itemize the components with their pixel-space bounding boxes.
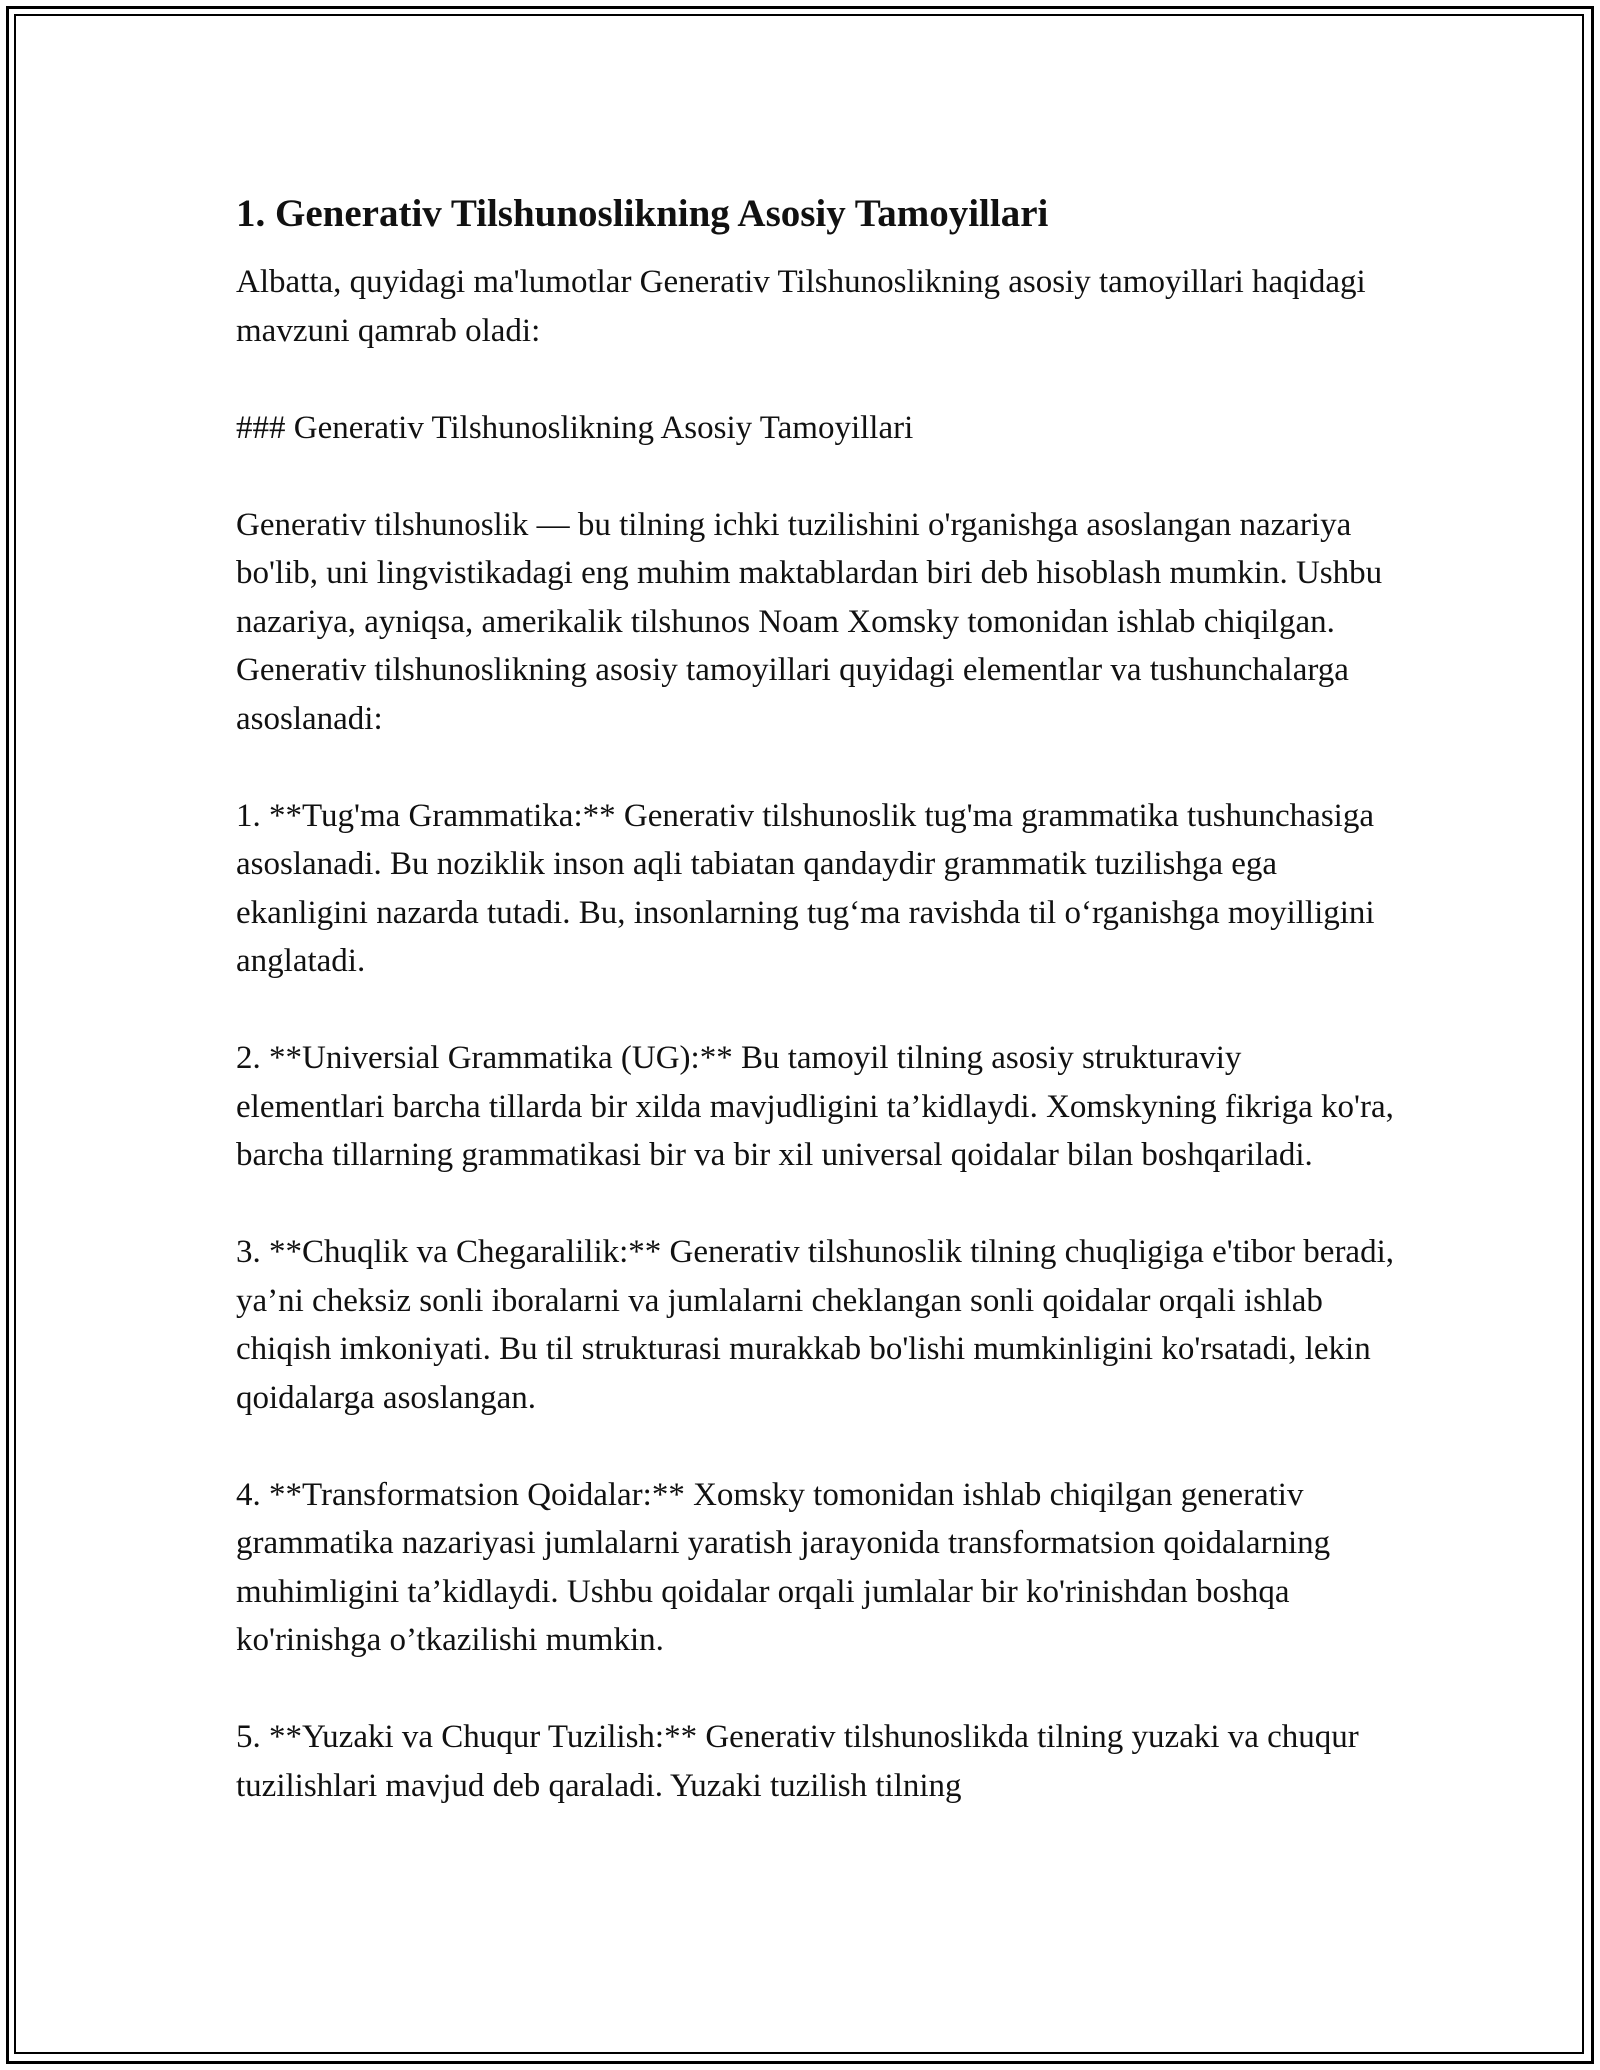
subheading-paragraph: ### Generativ Tilshunoslikning Asosiy Tamoyillari: [236, 409, 914, 446]
principle-paragraph-1: 1. **Tug'ma Grammatika:** Generativ tilshunoslik tug'ma grammatika tushunchasiga asoslanadi. Bu noziklik inson aqli tabiatan qandaydir grammatik tuzilishga ega ekanligini nazarda tutadi. Bu, insonlarning tug‘ma ravishda til o‘rganishga moyilligini anglatadi.: [236, 797, 1375, 979]
principle-paragraph-5: 5. **Yuzaki va Chuqur Tuzilish:** Generativ tilshunoslikda tilning yuzaki va chuqur tuzilishlari mavjud deb qaraladi. Yuzaki tuzilish tilning: [236, 1719, 1359, 1804]
overview-paragraph: Generativ tilshunoslik — bu tilning ichki tuzilishini o'rganishga asoslangan nazariya bo'lib, uni lingvistikadagi eng muhim maktablardan biri deb hisoblash mumkin. Ushbu nazariya, ayniqsa, amerikalik tilshunos Noam Xomsky tomonidan ishlab chiqilgan. Generativ tilshunoslikning asosiy tamoyillari quyidagi elementlar va tushunchalarga asoslanadi:: [236, 506, 1383, 737]
principle-paragraph-2: 2. **Universial Grammatika (UG):** Bu tamoyil tilning asosiy strukturaviy elementlari barcha tillarda bir xilda mavjudligini ta’kidlaydi. Xomskyning fikriga ko'ra, barcha tillarning grammatikasi bir va bir xil universal qoidalar bilan boshqariladi.: [236, 1040, 1394, 1173]
principle-paragraph-3: 3. **Chuqlik va Chegaralilik:** Generativ tilshunoslik tilning chuqligiga e'tibor beradi, ya’ni cheksiz sonli iboralarni va jumlalarni cheklangan sonli qoidalar orqali ishlab chiqish imkoniyati. Bu til strukturasi murakkab bo'lishi mumkinligini ko'rsatadi, lekin qoidalarga asoslangan.: [236, 1234, 1394, 1416]
intro-paragraph: Albatta, quyidagi ma'lumotlar Generativ Tilshunoslikning asosiy tamoyillari haqidagi mavzuni qamrab oladi:: [236, 264, 1366, 349]
principle-paragraph-4: 4. **Transformatsion Qoidalar:** Xomsky tomonidan ishlab chiqilgan generativ grammatika nazariyasi jumlalarni yaratish jarayonida transformatsion qoidalarning muhimligini ta’kidlaydi. Ushbu qoidalar orqali jumlalar bir ko'rinishdan boshqa ko'rinishga o’tkazilishi mumkin.: [236, 1476, 1331, 1658]
document-body: [236, 188, 1396, 1859]
document-heading: 1. Generativ Tilshunoslikning Asosiy Tamoyillari: [236, 192, 1049, 235]
